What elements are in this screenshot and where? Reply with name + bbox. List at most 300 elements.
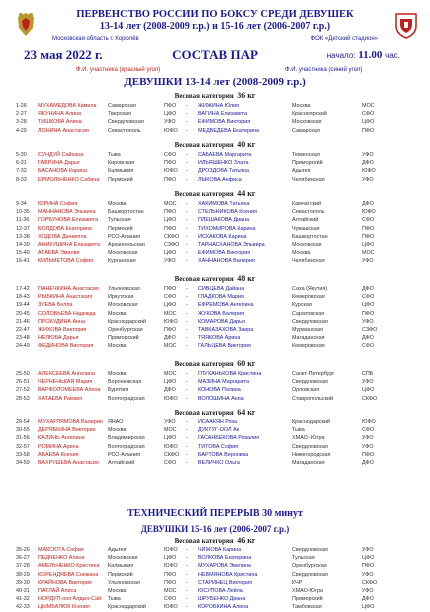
vs-separator: - (186, 225, 188, 232)
bout-number: 23-48 (16, 335, 30, 342)
blue-boxer-name: ХАКИМОВА Татьяна (198, 201, 250, 207)
red-boxer-name: БОЛДОВА Екатерина (38, 225, 92, 232)
vs-separator: - (186, 579, 188, 586)
blue-boxer-name: СТЕЛЬНИКОВА Ксения (198, 209, 257, 216)
blue-region: Магаданская (292, 460, 325, 466)
blue-region: Кемеровская (292, 294, 325, 301)
blue-district: СФО (362, 343, 375, 350)
blue-district: ПФО (362, 225, 375, 232)
vs-separator: - (186, 250, 188, 257)
vs-separator: - (186, 596, 188, 603)
blue-district: ДФО (362, 335, 374, 342)
bout-number: 31-56 (16, 435, 30, 442)
vs-separator: - (186, 209, 188, 216)
red-boxer-name: ПАТЛАЙ Алиса (38, 588, 77, 594)
red-region: Башкортостан (108, 209, 144, 216)
red-boxer-name: ХОДОВА Даниелла (38, 233, 87, 240)
red-region: Московская (108, 555, 138, 562)
event-header (48, 8, 382, 33)
red-region: Калмыкия (108, 168, 134, 175)
red-region: Калмыкия (108, 563, 134, 570)
blue-district: ПФО (362, 563, 375, 570)
blue-boxer-name: ИЛЬЯШЕНКО Злата (198, 160, 249, 167)
bout-number: 26-51 (16, 379, 30, 386)
red-region: Свердловская (108, 119, 144, 126)
start-time-block (327, 49, 400, 61)
blue-region: Оренбургская (292, 563, 327, 570)
blue-boxer-name: ТЯЯКОВА Арина (198, 335, 241, 342)
blue-region: Адыгея (292, 168, 311, 175)
bout-number: 9-34 (16, 201, 27, 207)
red-boxer-name: МАННАНОВА Эльвина (38, 209, 96, 216)
red-boxer-name: КОРЕНДЯЕВА Снежана (38, 571, 99, 578)
red-region: Московская (108, 250, 138, 257)
blue-region: Нижегородская (292, 451, 331, 458)
red-region: Волгоградская (108, 395, 145, 402)
bout-number: 33-58 (16, 451, 30, 458)
weight-category-header (0, 537, 430, 545)
blue-boxer-name: ВОЛОШИНА Анна (198, 395, 244, 402)
red-district: МОС (164, 343, 177, 350)
vs-separator: - (186, 286, 188, 292)
red-region: Москва (108, 588, 127, 594)
red-region: Тыва (108, 596, 121, 603)
red-region: Оренбургская (108, 327, 143, 333)
weight-category-label: Весовая категория (174, 190, 234, 198)
vs-separator: - (186, 387, 188, 394)
blue-district: УФО (362, 258, 374, 265)
blue-region: Тульская (292, 555, 315, 562)
blue-boxer-name: МЕДВЕДЕВА Екатерина (198, 127, 260, 134)
bout-number: 41-32 (16, 596, 30, 603)
bout-number: 16-41 (16, 258, 30, 265)
blue-district: УФО (362, 176, 374, 183)
red-district: СЗФО (164, 242, 180, 248)
bout-number: 22-47 (16, 327, 30, 333)
blue-region: Камчатский (292, 201, 322, 207)
bout-number: 10-35 (16, 209, 30, 216)
bout-row (0, 176, 430, 185)
red-district: ЦФО (164, 111, 177, 118)
red-district: СФО (164, 596, 177, 603)
bout-number: 42-33 (16, 604, 30, 611)
red-boxer-name: ГОРБУНОВА Елизавета (38, 217, 99, 224)
red-district: ЮФО (164, 604, 178, 611)
red-boxer-name: ТИШКОВА Алина (38, 119, 82, 126)
blue-district: ЮФО (362, 168, 376, 175)
blue-region: Московская (292, 119, 322, 126)
blue-region: Приморский (292, 596, 323, 603)
red-region: Москва (108, 201, 127, 207)
bout-number: 6-31 (16, 160, 27, 167)
blue-boxer-name: БАРТОВА Вероника (198, 451, 249, 458)
red-boxer-name: БАСАНОВА Карина (38, 168, 87, 175)
blue-boxer-name: ДРОЗДОВА Татьяна (198, 168, 250, 175)
bout-number: 35-26 (16, 547, 30, 553)
red-boxer-name: АМЕЛЬЧЕНКО Кристина (38, 563, 100, 570)
blue-region: Мурманская (292, 327, 323, 333)
red-boxer-name: СОЛОВЬЕВА Надежда (38, 310, 96, 317)
red-district: ЮФО (164, 127, 178, 134)
red-region: Севастополь (108, 127, 141, 134)
vs-separator: - (186, 242, 188, 248)
weight-category-header (0, 92, 430, 100)
blue-boxer-name: ГАСАНБЕКОВА Розалия (198, 435, 260, 442)
weight-category-header (0, 190, 430, 198)
blue-district: ДФО (362, 286, 374, 292)
weight-category-label: Весовая категория (174, 92, 234, 100)
blue-region: Москва (292, 250, 311, 257)
bout-number: 29-54 (16, 419, 30, 425)
bout-number: 4-29 (16, 127, 27, 134)
blue-boxer-name: ТАРНАСХАНОВА Эльвира (198, 242, 265, 248)
blue-district: ЦФО (362, 242, 375, 248)
vs-separator: - (186, 435, 188, 442)
red-boxer-name: КИЛЬМЕТОВА София (38, 258, 94, 265)
blue-region: Свердловская (292, 318, 328, 325)
blue-district: ПФО (362, 310, 375, 317)
red-boxer-name: ЛОНИНА Анастасия (38, 127, 89, 134)
vs-separator: - (186, 119, 188, 126)
blue-region: Свердловская (292, 443, 328, 450)
vs-separator: - (186, 168, 188, 175)
bout-number: 19-44 (16, 302, 30, 309)
blue-region: Свердловская (292, 571, 328, 578)
vs-separator: - (186, 310, 188, 317)
vs-separator: - (186, 371, 188, 377)
vs-separator: - (186, 571, 188, 578)
red-boxer-name: ЧЕРНЕНЬКАЯ Мария (38, 379, 93, 386)
vs-separator: - (186, 111, 188, 118)
blue-district: СФО (362, 294, 375, 301)
red-district: ЮФО (164, 443, 178, 450)
red-boxer-name: АЛЕКСЕЕВА Ангелина (38, 371, 95, 377)
weight-category-value: 36 кг (237, 91, 256, 100)
bout-number: 14-39 (16, 242, 30, 248)
blue-district: МОС (362, 103, 375, 109)
start-label: начало: (326, 51, 356, 60)
red-region: Тыва (108, 152, 121, 158)
red-boxer-name: ПАНЕЧКИНА Анастасия (38, 286, 99, 292)
red-district: ЦФО (164, 555, 177, 562)
event-venue: ФОК «Детский стадион» (310, 36, 378, 42)
vs-separator: - (186, 563, 188, 570)
red-boxer-name: АНИКУШИНА Елизавета (38, 242, 101, 248)
blue-region: Тыва (292, 427, 305, 434)
blue-region: Челябинская (292, 258, 325, 265)
bout-number: 28-53 (16, 395, 30, 402)
vs-separator: - (186, 335, 188, 342)
red-district: СФО (164, 294, 177, 301)
blue-district: УФО (362, 547, 374, 553)
blue-region: Самарская (292, 127, 320, 134)
bout-number: 39-30 (16, 579, 30, 586)
blue-region: Московская (292, 242, 322, 248)
section-title: ДЕВУШКИ 13-14 лет (2008-2009 г.р.) (124, 76, 306, 88)
red-district: ЮФО (164, 168, 178, 175)
blue-district: ДФО (362, 160, 374, 167)
red-district: СКФО (164, 451, 180, 458)
red-region: Краснодарский (108, 604, 146, 611)
bout-number: 1-26 (16, 103, 27, 109)
blue-boxer-name: ВАГИНА Елизавета (198, 111, 248, 118)
red-region: Пермский (108, 176, 133, 183)
blue-boxer-name: КОНОВА Полина (198, 387, 241, 394)
blue-region: Санкт-Петербург (292, 371, 335, 377)
blue-district: УФО (362, 379, 374, 386)
red-district: ПФО (164, 571, 177, 578)
bout-number: 36-27 (16, 555, 30, 562)
blue-boxer-name: ТИТОВА София (198, 443, 239, 450)
vs-separator: - (186, 294, 188, 301)
red-district: ЦФО (164, 217, 177, 224)
blue-district: ЦФО (362, 302, 375, 309)
blue-boxer-name: ПЛЕШАКОВА Диана (198, 217, 249, 224)
red-boxer-name: НОРДУП-оол Алдын-Сай (38, 596, 102, 603)
blue-district: ЮФО (362, 209, 376, 216)
blue-district: УФО (362, 571, 374, 578)
blue-corner-header: Ф.И. участника (синий угол) (285, 67, 363, 73)
blue-boxer-name: ГЛАДКОВА Мария (198, 294, 244, 301)
bout-number: 12-37 (16, 225, 30, 232)
red-region: Кировская (108, 160, 135, 167)
blue-boxer-name: ХАННАНОВА Валерия (198, 258, 255, 265)
bout-row (0, 603, 430, 612)
bout-number: 5-30 (16, 152, 27, 158)
vs-separator: - (186, 419, 188, 425)
red-region: ЯНАО (108, 419, 124, 425)
red-boxer-name: ПЕДЧЕНКО Алина (38, 555, 85, 562)
weight-category-value: 64 кг (237, 408, 256, 417)
vs-separator: - (186, 555, 188, 562)
red-boxer-name: ХАТАЕВА Рамзия (38, 395, 83, 402)
event-age-groups: 13-14 лет (2008-2009 г.р.) и 15-16 лет (2006-2007 г.р.) (99, 21, 331, 32)
blue-district: УФО (362, 318, 374, 325)
blue-region: Тюменская (292, 152, 320, 158)
blue-district: ЮФО (362, 419, 376, 425)
red-district: ЦФО (164, 302, 177, 309)
red-district: СКФО (164, 233, 180, 240)
red-district: МОС (164, 427, 177, 434)
blue-boxer-name: МАЗИНА Маргарита (198, 379, 249, 386)
bout-number: 24-49 (16, 343, 30, 350)
red-district: ЮФО (164, 395, 178, 402)
red-region: Москва (108, 371, 127, 377)
bout-number: 7-32 (16, 168, 27, 175)
red-region: Тверская (108, 111, 131, 118)
bout-number: 32-57 (16, 443, 30, 450)
bout-number: 25-50 (16, 371, 30, 377)
blue-region: Свердловская (292, 547, 328, 553)
blue-region: Саратовская (292, 310, 325, 317)
blue-district: СКФО (362, 395, 378, 402)
weight-category-header (0, 275, 430, 283)
vs-separator: - (186, 379, 188, 386)
vs-separator: - (186, 318, 188, 325)
red-region: Приморский (108, 335, 139, 342)
red-region: Владимирская (108, 435, 145, 442)
red-boxer-name: КРАЙНОВА Виктория (38, 579, 92, 586)
red-district: ПФО (164, 160, 177, 167)
bout-number: 8-33 (16, 176, 27, 183)
red-district: ДФО (164, 335, 176, 342)
blue-boxer-name: ЧИЖОВА Карина (198, 547, 242, 553)
red-boxer-name: ЖИХОВА Виктория (38, 327, 87, 333)
blue-district: ПФО (362, 127, 375, 134)
red-boxer-name: РОМИНА Арина (38, 443, 79, 450)
blue-boxer-name: ТИХОМИРОВА Карина (198, 225, 256, 232)
bout-number: 20-45 (16, 310, 30, 317)
red-boxer-name: ЗУЕВА Белла (38, 302, 73, 309)
blue-region: Москва (292, 103, 311, 109)
vs-separator: - (186, 176, 188, 183)
blue-region: Орловская (292, 387, 320, 394)
blue-region: Магаданская (292, 335, 325, 342)
blue-boxer-name: КОМАРОВА Дарья (198, 318, 245, 325)
blue-boxer-name: ИСХАКОВА Карина (198, 233, 247, 240)
event-location: Московская область г. Королёв (52, 36, 139, 42)
bout-number: 27-52 (16, 387, 30, 394)
blue-district: СПБ (362, 371, 374, 377)
blue-district: ДФО (362, 460, 374, 466)
blue-boxer-name: ИСААКЯН Роза (198, 419, 238, 425)
bout-row (0, 257, 430, 266)
blue-region: Ставропольский (292, 395, 333, 402)
blue-district: СФО (362, 111, 375, 118)
weight-category-label: Весовая категория (174, 141, 234, 149)
red-boxer-name: КАЛИНЬ Ангелина (38, 435, 85, 442)
blue-boxer-name: ЖИЖИНА Юлия (198, 103, 239, 109)
bout-number: 34-59 (16, 460, 30, 466)
blue-region: Краснодарский (292, 419, 330, 425)
blue-district: УФО (362, 588, 374, 594)
blue-region: Чувашская (292, 225, 320, 232)
bout-row (0, 342, 430, 351)
blue-region: Саха (Якутия) (292, 286, 328, 292)
red-district: ЮФО (164, 547, 178, 553)
blue-district: УФО (362, 152, 374, 158)
red-region: Москва (108, 310, 127, 317)
blue-boxer-name: ШРУБЕНКО Диана (198, 596, 246, 603)
start-unit: час. (385, 51, 400, 60)
bout-number: 17-42 (16, 286, 30, 292)
blue-district: СФО (362, 217, 375, 224)
blue-boxer-name: ГЛУХАНЬКОВА Кристина (198, 371, 262, 377)
blue-boxer-name: СИВЦЕВА Дайана (198, 286, 245, 292)
blue-region: КЧР (292, 579, 303, 586)
weight-category-value: 48 кг (237, 274, 256, 283)
blue-boxer-name: САБАЕВА Маргарита (198, 152, 252, 158)
red-region: Воронежская (108, 379, 142, 386)
red-district: МОС (164, 201, 177, 207)
bout-number: 21-46 (16, 318, 30, 325)
bout-number: 40-31 (16, 588, 30, 594)
blue-district: ЦФО (362, 119, 375, 126)
weight-category-header (0, 409, 430, 417)
blue-district: УФО (362, 443, 374, 450)
vs-separator: - (186, 217, 188, 224)
weight-category-label: Весовая категория (174, 360, 234, 368)
blue-boxer-name: ЕФРЕМОВА Ангелина (198, 302, 254, 309)
red-boxer-name: ЦЫМБАЛЮК Ксения (38, 604, 90, 611)
red-region: Пермский (108, 225, 133, 232)
red-district: ДФО (164, 387, 176, 394)
blue-region: Челябинская (292, 176, 325, 183)
weight-category-value: 46 кг (237, 536, 256, 545)
red-boxer-name: ГАВРИНА Дарья (38, 160, 80, 167)
red-boxer-name: ВАРФОЛОМЕЕВА Алена (38, 387, 101, 394)
red-district: УФО (164, 119, 176, 126)
red-district: ПФО (164, 286, 177, 292)
red-boxer-name: ЕРМОЛЬЧЕНКО Сабина (38, 176, 100, 183)
bout-number: 38-29 (16, 571, 30, 578)
event-date: 23 мая 2022 г. (24, 47, 103, 62)
section-title: ДЕВУШКИ 15-16 лет (2006-2007 г.р.) (140, 524, 290, 534)
red-region: Москва (108, 427, 127, 434)
red-district: МОС (164, 310, 177, 317)
bout-number: 30-55 (16, 427, 30, 434)
blue-region: ХМАО-Югра (292, 588, 323, 594)
red-boxer-name: ДЕРЯБКИНА Виктория (38, 427, 96, 434)
red-boxer-name: МУХАРЛЯМОВА Валерия (38, 419, 103, 425)
red-district: ЦФО (164, 250, 177, 257)
vs-separator: - (186, 460, 188, 466)
red-region: Волгоградская (108, 443, 145, 450)
red-district: ПФО (164, 209, 177, 216)
vs-separator: - (186, 604, 188, 611)
red-region: Москва (108, 343, 127, 350)
blue-district: СКФО (362, 579, 378, 586)
red-boxer-name: ВАХРУШЕВА Анастасия (38, 460, 99, 466)
document-title: СОСТАВ ПАР (172, 47, 258, 62)
blue-district: ПФО (362, 233, 375, 240)
blue-district: УФО (362, 435, 374, 442)
vs-separator: - (186, 258, 188, 265)
vs-separator: - (186, 233, 188, 240)
bout-row (0, 127, 430, 136)
vs-separator: - (186, 160, 188, 167)
bout-number: 37-28 (16, 563, 30, 570)
date-line (0, 47, 430, 63)
blue-region: Алтайский (292, 217, 319, 224)
blue-district: ДФО (362, 596, 374, 603)
red-region: Иркутская (108, 294, 134, 301)
blue-boxer-name: НЕВМЯНОВА Кристина (198, 571, 258, 578)
bout-number: 15-40 (16, 250, 30, 257)
bout-number: 2-27 (16, 111, 27, 118)
start-time: 11.00 (358, 49, 383, 61)
blue-boxer-name: ТАВКАЗАХОВА Заира (198, 327, 254, 333)
boxing-federation-logo-icon (392, 10, 420, 40)
blue-boxer-name: КОРОБКИНА Алина (198, 604, 249, 611)
blue-boxer-name: ДУКТУГ-ООЛ Ак (198, 427, 240, 434)
bout-number: 13-38 (16, 233, 30, 240)
red-boxer-name: НЕЛЮБА Дарья (38, 335, 79, 342)
blue-boxer-name: ВОЛКОВА Екатерина (198, 555, 252, 562)
red-district: ПФО (164, 103, 177, 109)
technical-break: ТЕХНИЧЕСКИЙ ПЕРЕРЫВ 30 минут (127, 508, 303, 519)
red-region: РСО-Алания (108, 451, 140, 458)
red-boxer-name: СУНДУЙ Сайхана (38, 152, 84, 158)
red-region: Краснодарский (108, 318, 146, 325)
red-region: Пермский (108, 571, 133, 578)
red-corner-header: Ф.И. участника (красный угол) (76, 67, 161, 73)
bout-row (0, 395, 430, 404)
weight-category-value: 40 кг (237, 140, 256, 149)
red-region: Курганская (108, 258, 136, 265)
blue-region: Башкортостан (292, 233, 328, 240)
vs-separator: - (186, 451, 188, 458)
